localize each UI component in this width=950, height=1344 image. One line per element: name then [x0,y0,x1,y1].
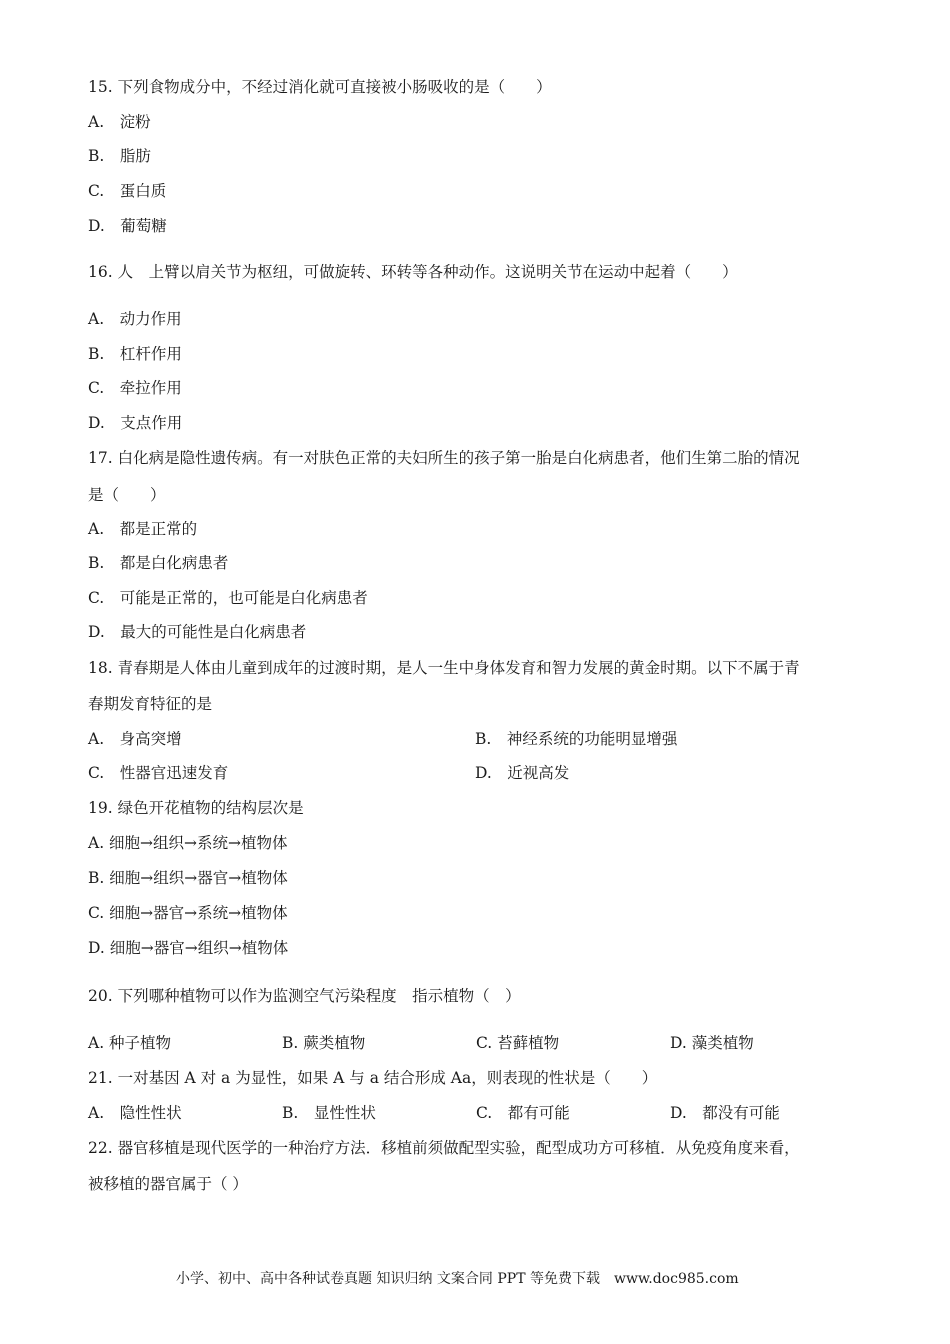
question-20-stem: 20. 下列哪种植物可以作为监测空气污染程度 指示植物（ ） [88,987,521,1005]
question-18-option-d: D. 近视高发 [475,764,570,782]
question-17-option-a: A. 都是正常的 [88,520,198,538]
question-19-option-d: D. 细胞→器官→组织→植物体 [88,939,289,957]
question-15-stem: 15. 下列食物成分中，不经过消化就可直接被小肠吸收的是（ ） [88,78,552,96]
question-18-option-a: A. 身高突增 [88,730,182,748]
question-15-option-d: D. 葡萄糖 [88,217,167,235]
question-16-option-a: A. 动力作用 [88,310,182,328]
question-17-option-d: D. 最大的可能性是白化病患者 [88,623,307,641]
question-22-stem-line1: 22. 器官移植是现代医学的一种治疗方法．移植前须做配型实验，配型成功方可移植．从免疫角度来看， [88,1139,800,1157]
question-18-stem-line2: 春期发育特征的是 [88,695,213,713]
question-15-option-c: C. 蛋白质 [88,182,167,200]
question-17-stem-line1: 17. 白化病是隐性遗传病。有一对肤色正常的夫妇所生的孩子第一胎是白化病患者，他们生第二胎的情况 [88,449,800,467]
question-16-option-c: C. 牵拉作用 [88,379,182,397]
question-15-option-a: A. 淀粉 [88,113,151,131]
question-20-option-c: C. 苔藓植物 [476,1034,560,1052]
question-21-option-c: C. 都有可能 [476,1104,570,1122]
question-15-option-b: B. 脂肪 [88,147,151,165]
question-16-stem: 16. 人 上臂以肩关节为枢纽，可做旋转、环转等各种动作。这说明关节在运动中起着（ ） [88,263,738,281]
question-16-option-d: D. 支点作用 [88,414,183,432]
question-21-option-d: D. 都没有可能 [670,1104,780,1122]
question-19-option-a: A. 细胞→组织→系统→植物体 [88,834,288,852]
question-20-option-b: B. 蕨类植物 [282,1034,366,1052]
question-21-stem: 21. 一对基因 A 对 a 为显性，如果 A 与 a 结合形成 Aa，则表现的性状是（ ） [88,1069,658,1087]
question-19-stem: 19. 绿色开花植物的结构层次是 [88,799,304,817]
page-footer: 小学、初中、高中各种试卷真题 知识归纳 文案合同 PPT 等免费下载 www.doc985.com [176,1271,739,1287]
question-18-option-b: B. 神经系统的功能明显增强 [475,730,678,748]
question-19-option-b: B. 细胞→组织→器官→植物体 [88,869,288,887]
question-22-stem-line2: 被移植的器官属于（ ） [88,1175,248,1193]
question-21-option-b: B. 显性性状 [282,1104,376,1122]
question-16-option-b: B. 杠杆作用 [88,345,182,363]
question-20-option-a: A. 种子植物 [88,1034,172,1052]
question-18-option-c: C. 性器官迅速发育 [88,764,229,782]
question-17-option-b: B. 都是白化病患者 [88,554,229,572]
question-17-option-c: C. 可能是正常的，也可能是白化病患者 [88,589,368,607]
question-19-option-c: C. 细胞→器官→系统→植物体 [88,904,288,922]
question-18-stem-line1: 18. 青春期是人体由儿童到成年的过渡时期，是人一生中身体发育和智力发展的黄金时期。以下不属于青 [88,659,800,677]
question-20-option-d: D. 藻类植物 [670,1034,754,1052]
question-17-stem-line2: 是（ ） [88,486,166,504]
question-21-option-a: A. 隐性性状 [88,1104,182,1122]
